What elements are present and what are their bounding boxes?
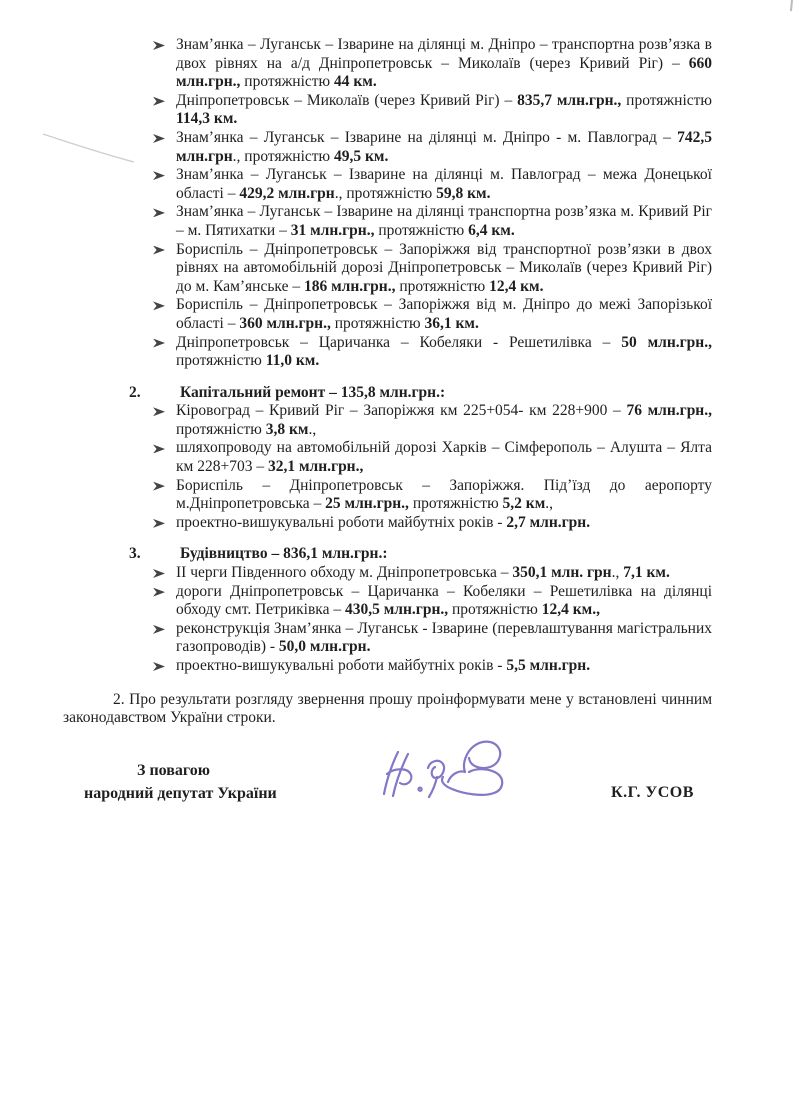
road-list-item: дороги Дніпропетровськ – Царичанка – Кобеляки – Решетилівка на ділянці обходу смт. Петриківка – 430,5 млн.грн., протяжністю 12,4 км., xyxy=(63,583,712,620)
section-heading xyxy=(63,545,712,564)
road-list-item: Знам’янка – Луганськ – Ізварине на ділянці м. Дніпро – транспортна розв’язка в двох рівнях на а/д Дніпропетровськ – Миколаїв (через Кривий Ріг) – 660 млн.грн., протяжністю 44 км. xyxy=(63,36,712,92)
scan-corner-artifact xyxy=(786,0,798,16)
section-title: Капітальний ремонт – 135,8 млн.грн.: xyxy=(180,383,446,401)
closing-paragraph: 2. Про результати розгляду звернення прошу проінформувати мене у встановлені чинним законодавством України строки. xyxy=(63,690,712,727)
section-number: 2. xyxy=(129,383,141,401)
section-title: Будівництво – 836,1 млн.грн.: xyxy=(180,545,388,563)
signoff-greeting: З повагою xyxy=(137,762,210,779)
road-list-item: Бориспіль – Дніпропетровськ – Запоріжжя від транспортної розв’язки в двох рівнях на автомобільній дорозі Дніпропетровськ – Миколаїв (через Кривий Ріг) до м. Кам’янське – 186 млн.грн., протяжністю 12,4 км. xyxy=(63,241,712,297)
signoff-name: К.Г. УСОВ xyxy=(611,784,694,801)
signoff-role: народний депутат України xyxy=(84,785,277,802)
road-list-item: Дніпропетровськ – Царичанка – Кобеляки - Решетилівка – 50 млн.грн., протяжністю 11,0 км. xyxy=(63,334,712,371)
document-body xyxy=(63,36,712,728)
section-construction xyxy=(63,545,712,675)
section-heading xyxy=(63,384,712,403)
road-list-item: шляхопроводу на автомобільній дорозі Харків – Сімферополь – Алушта – Ялта км 228+703 – 32,1 млн.грн., xyxy=(63,439,712,476)
current-repair-list-continued xyxy=(63,36,712,371)
road-list-item: ІІ черги Південного обходу м. Дніпропетровська – 350,1 млн. грн., 7,1 км. xyxy=(63,564,712,583)
capital-repair-list xyxy=(63,402,712,532)
road-list-item: Знам’янка – Луганськ – Ізварине на ділянці транспортна розв’язка м. Кривий Ріг – м. Пятихатки – 31 млн.грн., протяжністю 6,4 км. xyxy=(63,203,712,240)
section-capital-repair xyxy=(63,384,712,533)
road-list-item: Бориспіль – Дніпропетровськ – Запоріжжя від м. Дніпро до межі Запорізької області – 360 млн.грн., протяжністю 36,1 км. xyxy=(63,296,712,333)
road-list-item: реконструкція Знам’янка – Луганськ - Ізварине (перевлаштування магістральних газопроводів) - 50,0 млн.грн. xyxy=(63,620,712,657)
road-list-item: Дніпропетровськ – Миколаїв (через Кривий Ріг) – 835,7 млн.грн., протяжністю 114,3 км. xyxy=(63,92,712,129)
section-number: 3. xyxy=(129,545,141,563)
construction-list xyxy=(63,564,712,676)
signature-scribble-icon xyxy=(352,720,537,825)
road-list-item: проектно-вишукувальні роботи майбутніх років - 5,5 млн.грн. xyxy=(63,657,712,676)
road-list-item: проектно-вишукувальні роботи майбутніх років - 2,7 млн.грн. xyxy=(63,514,712,533)
road-list-item: Кіровоград – Кривий Ріг – Запоріжжя км 225+054- км 228+900 – 76 млн.грн., протяжністю 3,8 км., xyxy=(63,402,712,439)
road-list-item: Бориспіль – Дніпропетровськ – Запоріжжя. Під’їзд до аеропорту м.Дніпропетровська – 25 млн.грн., протяжністю 5,2 км., xyxy=(63,477,712,514)
road-list-item: Знам’янка – Луганськ – Ізварине на ділянці м. Павлоград – межа Донецької області – 429,2 млн.грн., протяжністю 59,8 км. xyxy=(63,166,712,203)
road-list-item: Знам’янка – Луганськ – Ізварине на ділянці м. Дніпро - м. Павлоград – 742,5 млн.грн., протяжністю 49,5 км. xyxy=(63,129,712,166)
